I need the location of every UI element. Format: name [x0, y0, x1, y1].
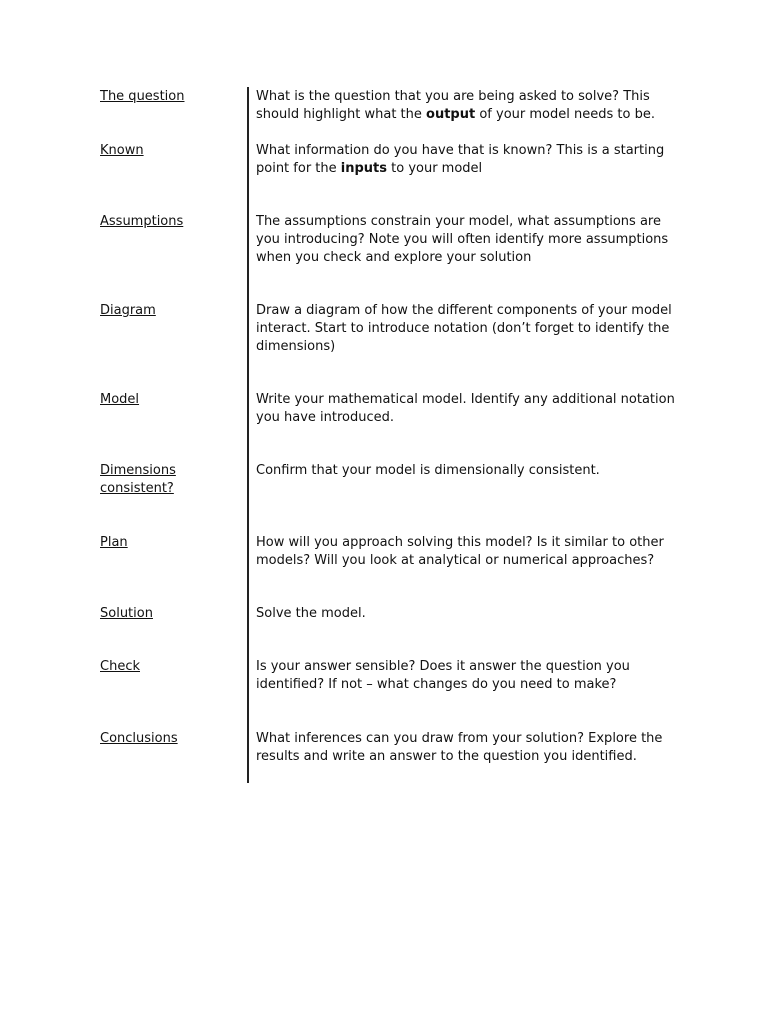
term-description [256, 302, 676, 356]
term-label: Plan [100, 535, 128, 550]
term-label: Known [100, 143, 144, 158]
description-text: Solve the model. [256, 606, 366, 621]
term-description [256, 730, 676, 766]
term-label: The question [100, 89, 185, 104]
term-label: Assumptions [100, 214, 184, 229]
term-label: Diagram [100, 303, 156, 318]
term-label: Model [100, 392, 140, 407]
term-description [256, 391, 676, 427]
term-description [256, 534, 676, 570]
term-description [256, 88, 676, 124]
description-bold-text: output [426, 107, 476, 122]
description-text: to your model [387, 161, 483, 176]
column-divider-line [247, 87, 249, 783]
description-text: What information do you have that is known? This is a starting point for the [256, 143, 665, 176]
term-label: Conclusions [100, 731, 178, 746]
term-label: Dimensions consistent? [100, 463, 176, 496]
description-text: Confirm that your model is dimensionally consistent. [256, 463, 600, 478]
term-description [256, 605, 676, 623]
description-text: Is your answer sensible? Does it answer the question you identified? If not – what changes do you need to make? [256, 659, 630, 692]
description-text: of your model needs to be. [475, 107, 655, 122]
description-text: The assumptions constrain your model, what assumptions are you introducing? Note you will often identify more assumptions when you check and explore your solution [256, 214, 669, 265]
term-label: Check [100, 659, 140, 674]
description-text: Draw a diagram of how the different components of your model interact. Start to introduce notation (don’t forget to identify the dimensions) [256, 303, 672, 354]
term-description [256, 142, 676, 178]
term-label: Solution [100, 606, 153, 621]
term-description [256, 658, 676, 694]
description-text: What inferences can you draw from your solution? Explore the results and write an answer to the question you identified. [256, 731, 663, 764]
term-description [256, 213, 676, 267]
description-text: Write your mathematical model. Identify any additional notation you have introduced. [256, 392, 675, 425]
term-description [256, 462, 676, 480]
description-bold-text: inputs [340, 161, 387, 176]
description-text: How will you approach solving this model? Is it similar to other models? Will you look at analytical or numerical approaches? [256, 535, 664, 568]
description-text: What is the question that you are being asked to solve? This should highlight what the [256, 89, 650, 122]
